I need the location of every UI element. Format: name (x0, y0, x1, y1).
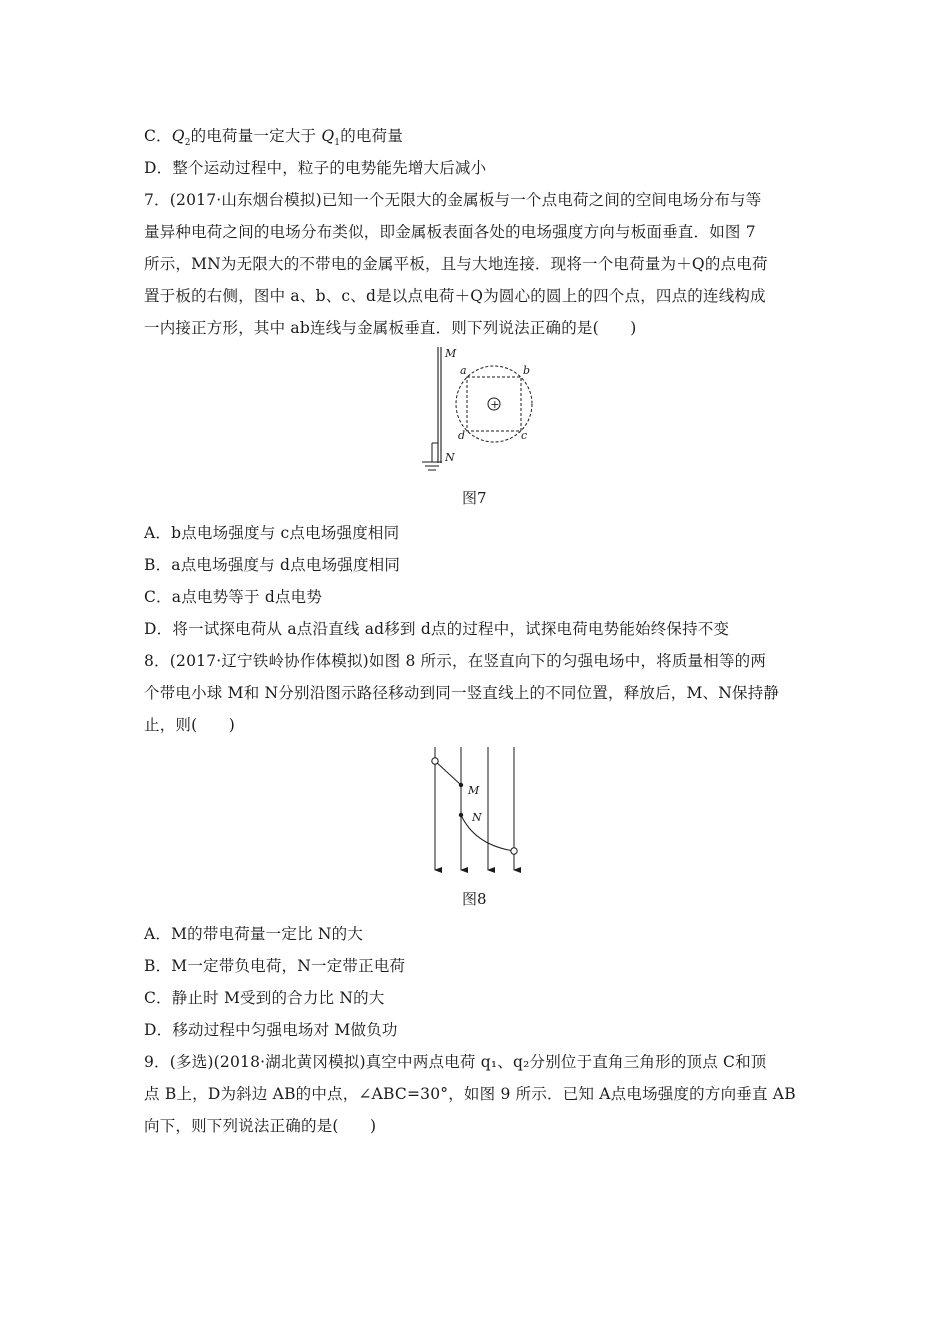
point-label-a: a (460, 364, 467, 377)
q8-option-a: A．M的带电荷量一定比 N的大 (144, 925, 364, 943)
q7-stem-line: 量异种电荷之间的电场分布类似，即金属板表面各处的电场强度方向与板面垂直．如图 7 (144, 223, 756, 241)
q7-option-c: C．a点电势等于 d点电势 (144, 588, 323, 606)
q8-option-c: C．静止时 M受到的合力比 N的大 (144, 989, 385, 1007)
plate-label-m: M (445, 347, 457, 360)
point-label-c: c (521, 429, 528, 442)
figure-7-caption: 图7 (462, 489, 487, 507)
ball-label-n: N (472, 811, 482, 824)
path-m (435, 761, 461, 785)
q7-option-a: A．b点电场强度与 c点电场强度相同 (144, 524, 400, 542)
q6-option-d: D．整个运动过程中，粒子的电势能先增大后减小 (144, 159, 487, 177)
q8-stem-line: 8．(2017·辽宁铁岭协作体模拟)如图 8 所示，在竖直向下的匀强电场中，将质量相等的两 (144, 652, 767, 670)
start-point-n (511, 848, 517, 854)
q8-option-d: D．移动过程中匀强电场对 M做负功 (144, 1021, 398, 1039)
point-label-d: d (458, 429, 466, 442)
point-label-b: b (523, 364, 531, 377)
q7-stem-line: 所示，MN为无限大的不带电的金属平板，且与大地连接．现将一个电荷量为＋Q的点电荷 (144, 255, 768, 273)
figure-7-diagram (410, 343, 550, 473)
start-point-m (432, 758, 438, 764)
ball-label-m: M (468, 784, 480, 797)
q8-option-b: B．M一定带负电荷，N一定带正电荷 (144, 957, 406, 975)
q8-stem-line: 个带电小球 M和 N分别沿图示路径移动到同一竖直线上的不同位置，释放后，M、N保持静 (144, 684, 780, 702)
q7-stem-line: 一内接正方形，其中 ab连线与金属板垂直．则下列说法正确的是( ) (144, 319, 637, 337)
ball-m (459, 783, 463, 787)
q6-option-c: C．$Q_2$的电荷量一定大于 $Q_1$的电荷量 (144, 127, 404, 149)
q9-stem-line: 点 B上，D为斜边 AB的中点，∠ABC=30°，如图 9 所示．已知 A点电场强度的方向垂直 AB (144, 1085, 796, 1103)
q7-option-b: B．a点电场强度与 d点电场强度相同 (144, 556, 401, 574)
q8-stem-line: 止，则( ) (144, 716, 235, 734)
figure-8-diagram (425, 745, 535, 880)
figure-8-caption: 图8 (462, 890, 487, 908)
plate-label-n: N (445, 451, 455, 464)
q7-option-d: D．将一试探电荷从 a点沿直线 ad移到 d点的过程中，试探电荷电势能始终保持不变 (144, 620, 730, 638)
charge-plus-sign: + (490, 398, 500, 411)
q9-stem-line: 9．(多选)(2018·湖北黄冈模拟)真空中两点电荷 q₁、q₂分别位于直角三角形的顶点 C和顶 (144, 1053, 767, 1071)
ball-n (459, 813, 463, 817)
q7-stem-line: 置于板的右侧，图中 a、b、c、d是以点电荷＋Q为圆心的圆上的四个点，四点的连线构成 (144, 287, 766, 305)
q9-stem-line: 向下，则下列说法正确的是( ) (144, 1117, 377, 1135)
q7-stem-line: 7．(2017·山东烟台模拟)已知一个无限大的金属板与一个点电荷之间的空间电场分布与等 (144, 191, 762, 209)
